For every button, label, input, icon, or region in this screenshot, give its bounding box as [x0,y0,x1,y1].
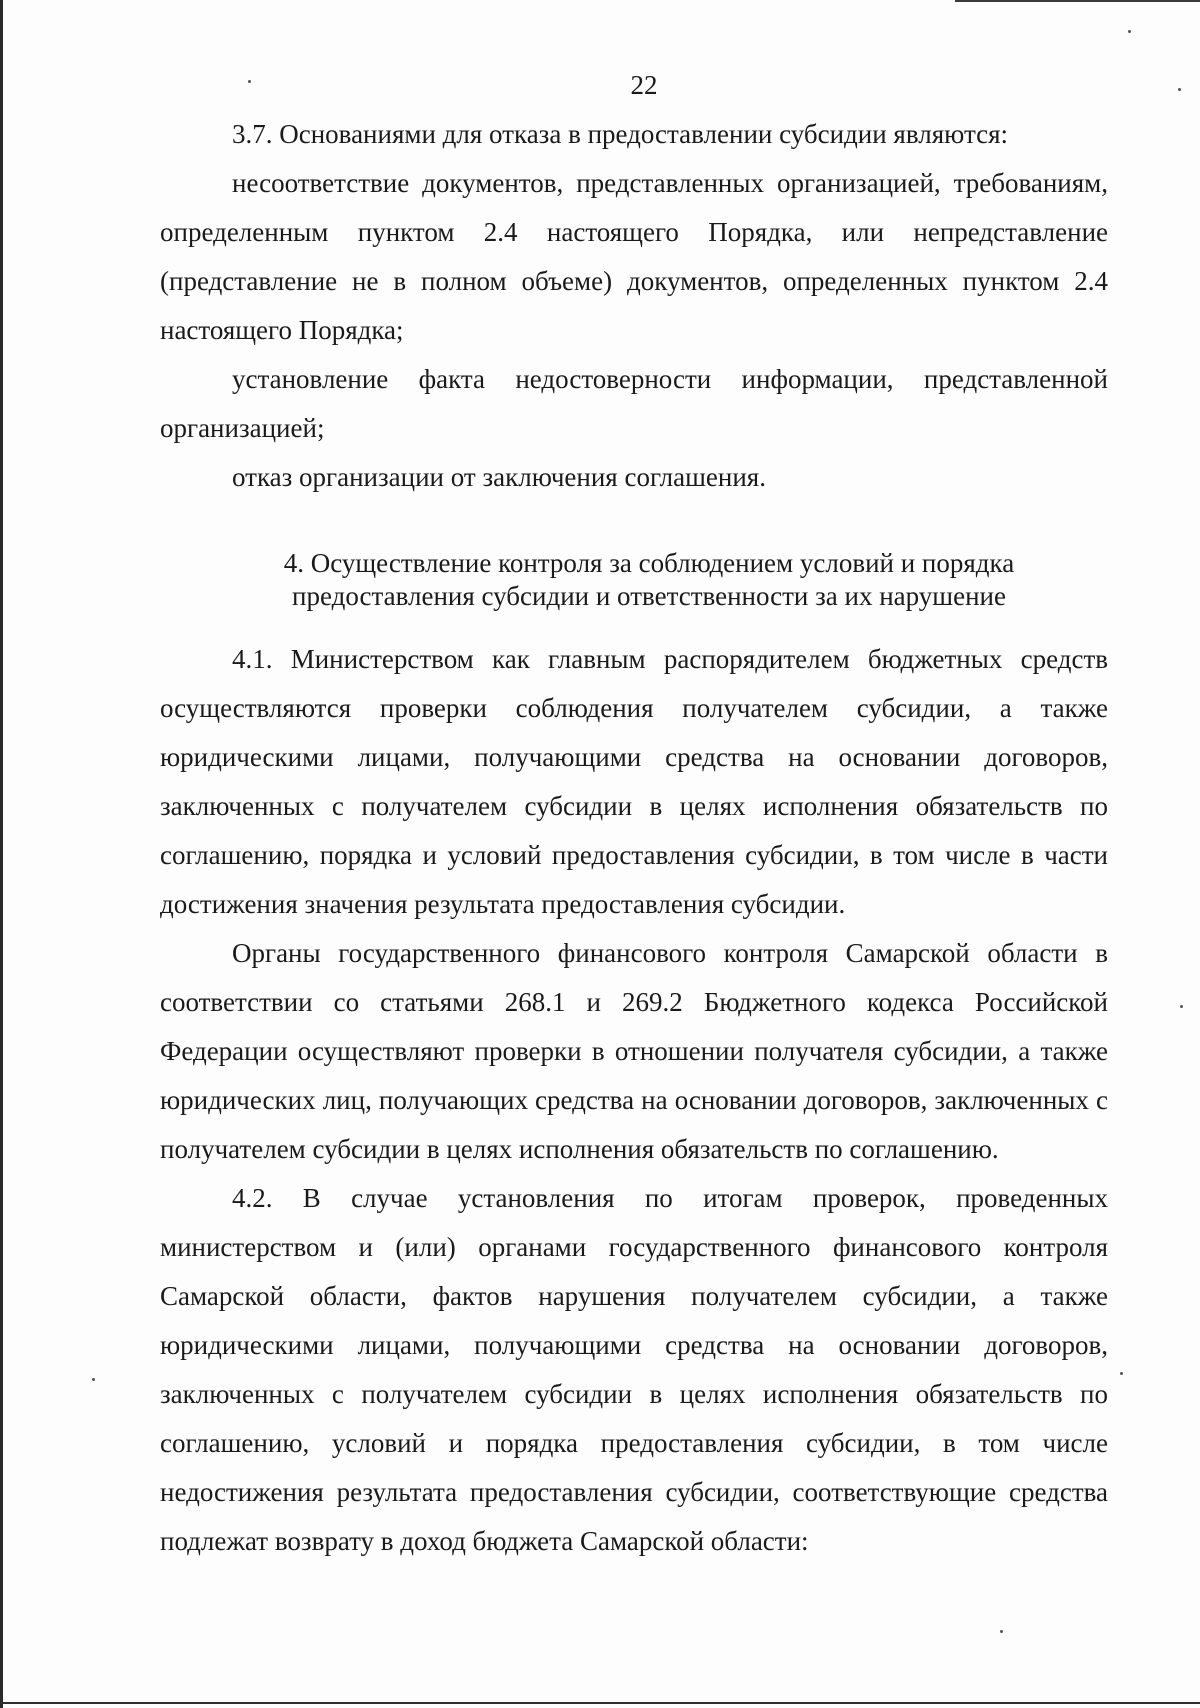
scan-edge-top [955,0,1200,2]
paragraph-4-1-control-organs: Органы государственного финансового контроля Самарской области в соответствии со статьями 268.1 и 269.2 Бюджетного кодекса Российской Федерации осуществляют проверки в отношении получателя субсидии, а также юридических лиц, получающих средства на основании договоров, заключенных с получателем субсидии в целях исполнения обязательств по соглашению. [160,938,1108,1164]
page-number: 22 [630,70,658,100]
refusal-reason-1: несоответствие документов, представленных организацией, требованиям, определенным пунктом 2.4 настоящего Порядка, или непредставление (представление не в полном объеме) документов, определенных пунктом 2.4 настоящего Порядка; [160,168,1108,345]
scan-speck [1178,88,1181,91]
paragraph-4-2: 4.2. В случае установления по итогам проверок, проведенных министерством и (или) органами государственного финансового контроля Самарской области, фактов нарушения получателем субсидии, а также юридическими лицами, получающими средства на основании договоров, заключенных с получателем субсидии в целях исполнения обязательств по соглашению, условий и порядка предоставления субсидии, в том числе недостижения результата предоставления субсидии, соответствующие средства подлежат возврату в доход бюджета Самарской области: [160,1183,1108,1556]
refusal-reason-3: отказ организации от заключения соглашения. [232,462,766,492]
scan-edge-left [0,0,3,1708]
scan-speck [1180,1005,1183,1008]
paragraph-4-1: 4.1. Министерством как главным распорядителем бюджетных средств осуществляются проверки соблюдения получателем субсидии, а также юридическими лицами, получающими средства на основании договоров, заключенных с получателем субсидии в целях исполнения обязательств по соглашению, порядка и условий предоставления субсидии, в том числе в части достижения значения результата предоставления субсидии. [160,644,1108,919]
section-4-heading [160,547,1108,613]
paragraph-3-7: 3.7. Основаниями для отказа в предоставлении субсидии являются: [232,119,1008,149]
scan-speck [1120,1372,1123,1375]
scan-edge-bottom [0,1702,1200,1704]
section-4-heading-line1: 4. Осуществление контроля за соблюдением условий и порядка [283,548,1015,578]
refusal-reason-2: установление факта недостоверности информации, представленной организацией; [160,364,1108,443]
scan-speck [1000,1630,1003,1633]
scan-speck [92,1378,95,1381]
document-body [160,60,1108,1566]
scan-speck [1128,30,1131,33]
section-4-heading-line2: предоставления субсидии и ответственности за их нарушение [292,581,1006,611]
